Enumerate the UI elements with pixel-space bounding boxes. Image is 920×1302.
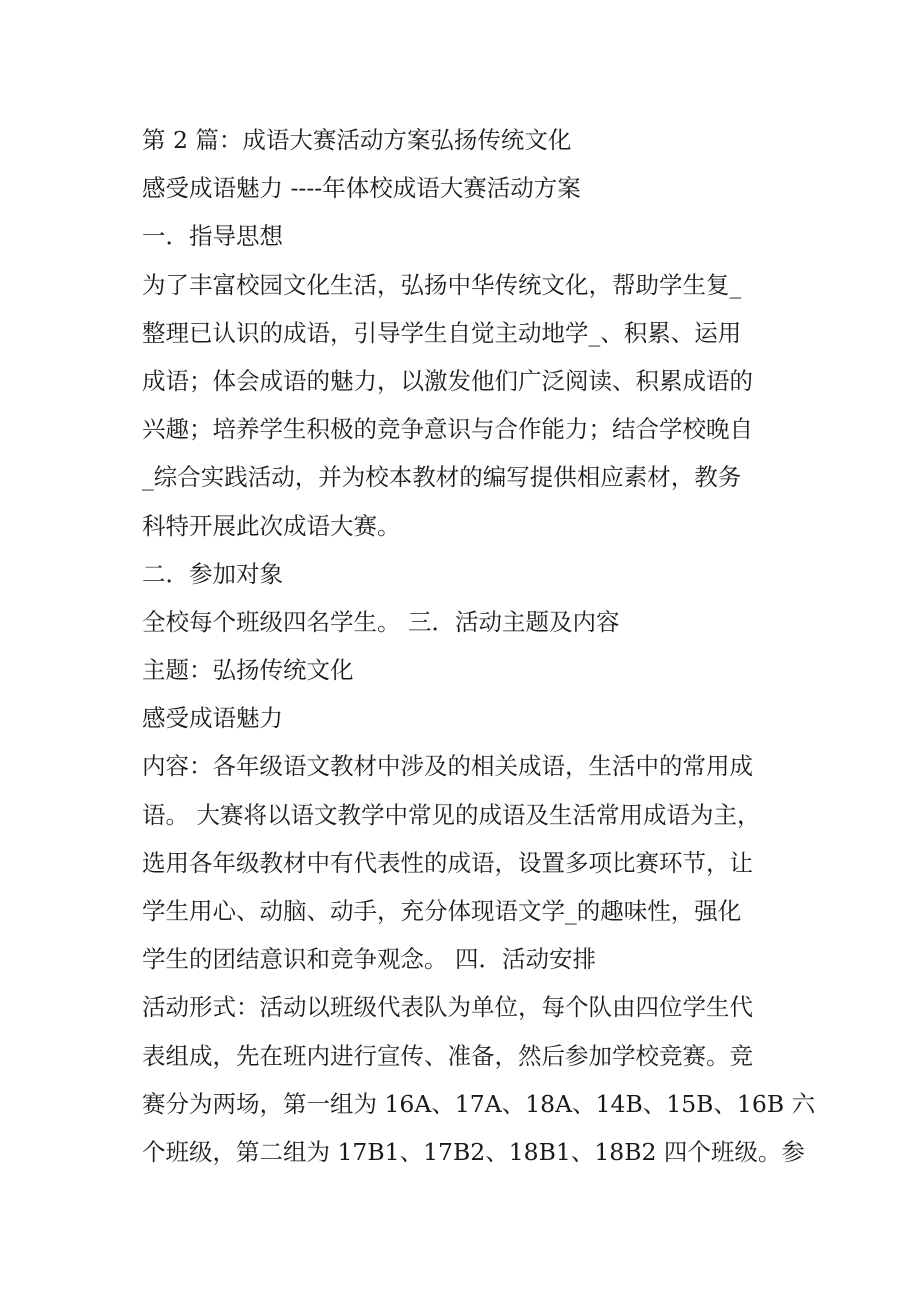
paragraph-line: 整理已认识的成语，引导学生自觉主动地学_、积累、运用	[142, 318, 742, 347]
paragraph-line: 科特开展此次成语大赛。	[142, 511, 401, 540]
paragraph-line: 为了丰富校园文化生活，弘扬中华传统文化，帮助学生复_	[142, 270, 742, 299]
paragraph-line: 全校每个班级四名学生。 三．活动主题及内容	[142, 607, 620, 636]
paragraph-line: 赛分为两场，第一组为 16A、17A、18A、14B、15B、16B 六	[142, 1089, 816, 1118]
paragraph-line: 个班级，第二组为 17B1、17B2、18B1、18B2 四个班级。参	[142, 1137, 805, 1166]
section-heading-participants: 二．参加对象	[142, 559, 283, 588]
paragraph-line: 活动形式：活动以班级代表队为单位，每个队由四位学生代	[142, 993, 753, 1022]
paragraph-line: 学生用心、动脑、动手，充分体现语文学_的趣味性，强化	[142, 897, 742, 925]
paragraph-line: 主题：弘扬传统文化	[142, 656, 354, 685]
document-subtitle: 感受成语魅力 ----年体校成语大赛活动方案	[142, 174, 581, 203]
document-title: 第 2 篇：成语大赛活动方案弘扬传统文化	[142, 126, 572, 154]
paragraph-line: 学生的团结意识和竞争观念。 四．活动安排	[142, 945, 596, 974]
paragraph-line: 内容：各年级语文教材中涉及的相关成语，生活中的常用成	[142, 752, 753, 781]
paragraph-line: 选用各年级教材中有代表性的成语，设置多项比赛环节，让	[142, 848, 753, 877]
paragraph-line: 感受成语魅力	[142, 704, 283, 733]
paragraph-line: 语。 大赛将以语文教学中常见的成语及生活常用成语为主，	[142, 800, 761, 829]
section-heading-guiding-idea: 一．指导思想	[142, 222, 283, 251]
document-body	[142, 116, 816, 1176]
paragraph-line: 表组成，先在班内进行宣传、准备，然后参加学校竞赛。竞	[142, 1041, 753, 1070]
paragraph-line: _综合实践活动，并为校本教材的编写提供相应素材，教务	[142, 463, 742, 492]
paragraph-line: 成语；体会成语的魅力，以激发他们广泛阅读、积累成语的	[142, 366, 753, 395]
paragraph-line: 兴趣；培养学生积极的竞争意识与合作能力；结合学校晚自	[142, 415, 753, 444]
